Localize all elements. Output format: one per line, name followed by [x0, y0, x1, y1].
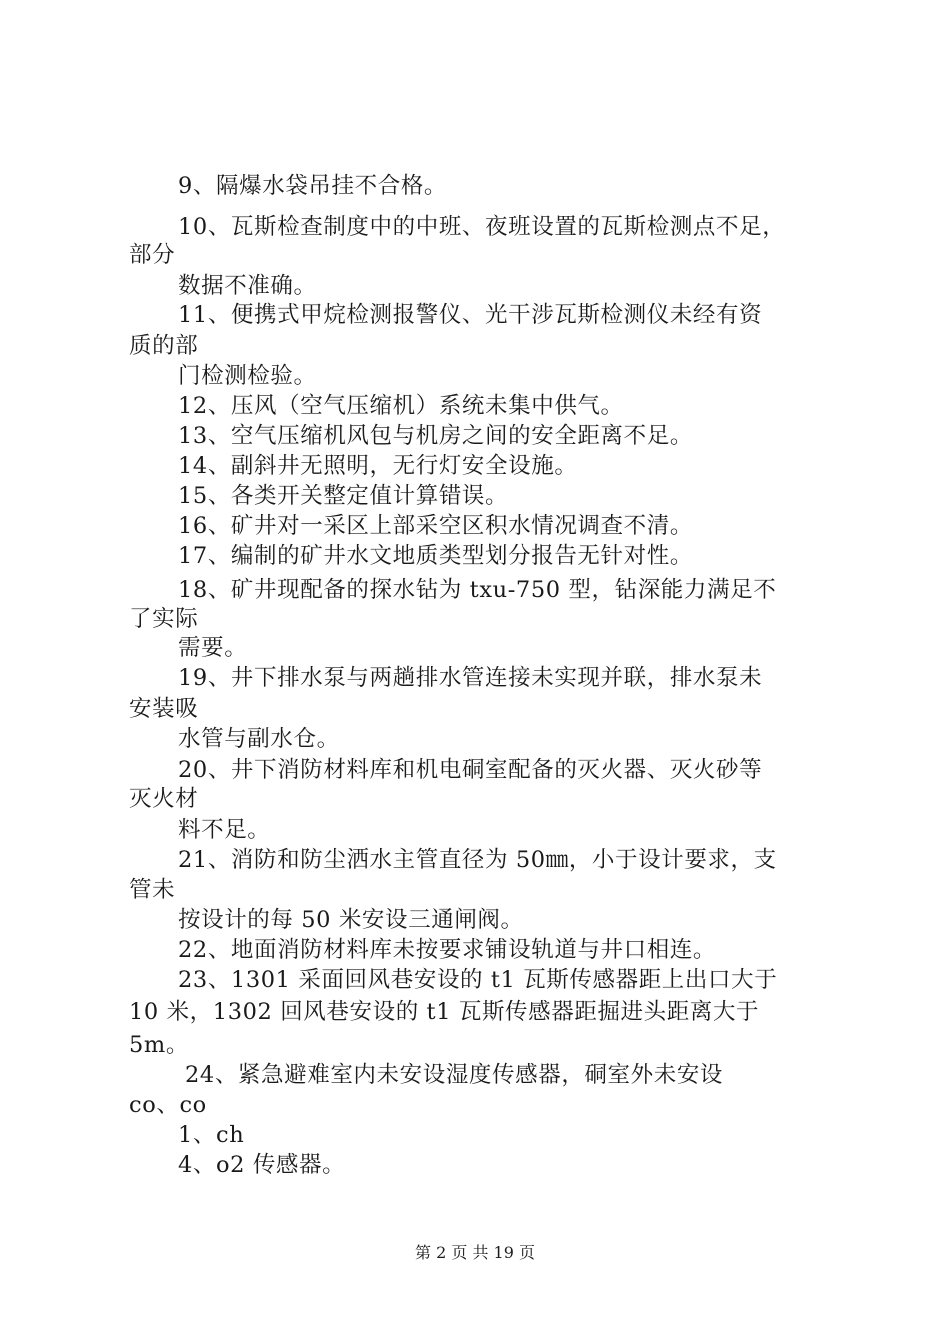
text-line: 需要。 — [178, 635, 248, 661]
text-line: 5m。 — [129, 1032, 189, 1058]
text-line: 24、紧急避难室内未安设湿度传感器，硐室外未安设 — [185, 1062, 724, 1088]
text-line: 1、ch — [178, 1122, 245, 1148]
text-line: 按设计的每 50 米安设三通闸阀。 — [178, 907, 524, 933]
text-line: 22、地面消防材料库未按要求铺设轨道与井口相连。 — [178, 937, 717, 963]
text-line: 11、便携式甲烷检测报警仪、光干涉瓦斯检测仪未经有资 — [178, 302, 763, 328]
text-line: 10 米，1302 回风巷安设的 t1 瓦斯传感器距掘进头距离大于 — [129, 999, 760, 1025]
text-line: 部分 — [129, 242, 176, 268]
text-line: 13、空气压缩机风包与机房之间的安全距离不足。 — [178, 423, 693, 449]
text-line: 安装吸 — [129, 696, 199, 722]
text-line: 管未 — [129, 877, 176, 903]
text-line: 17、编制的矿井水文地质类型划分报告无针对性。 — [178, 543, 693, 569]
text-line: 灭火材 — [129, 786, 199, 812]
text-line: 15、各类开关整定值计算错误。 — [178, 483, 509, 509]
text-line: 门检测检验。 — [178, 363, 317, 389]
text-line: 16、矿井对一采区上部采空区积水情况调查不清。 — [178, 513, 693, 539]
text-line: 12、压风（空气压缩机）系统未集中供气。 — [178, 393, 624, 419]
page-number: 第 2 页 共 19 页 — [415, 1243, 535, 1262]
text-line: 20、井下消防材料库和机电硐室配备的灭火器、灭火砂等 — [178, 757, 763, 783]
text-line: 了实际 — [129, 606, 199, 632]
text-line: 18、矿井现配备的探水钻为 txu-750 型，钻深能力满足不 — [178, 577, 777, 603]
text-line: 4、o2 传感器。 — [178, 1152, 346, 1178]
text-line: co、co — [129, 1092, 207, 1118]
text-line: 9、隔爆水袋吊挂不合格。 — [178, 173, 448, 199]
text-line: 19、井下排水泵与两趟排水管连接未实现并联，排水泵未 — [178, 665, 763, 691]
text-line: 料不足。 — [178, 817, 271, 843]
text-line: 23、1301 采面回风巷安设的 t1 瓦斯传感器距上出口大于 — [178, 967, 778, 993]
text-line: 14、副斜井无照明，无行灯安全设施。 — [178, 453, 578, 479]
text-line: 10、瓦斯检查制度中的中班、夜班设置的瓦斯检测点不足， — [178, 214, 786, 240]
text-line: 质的部 — [129, 333, 199, 359]
text-line: 21、消防和防尘洒水主管直径为 50㎜，小于设计要求，支 — [178, 847, 777, 873]
text-line: 水管与副水仓。 — [178, 726, 340, 752]
text-line: 数据不准确。 — [178, 273, 317, 299]
page-footer — [0, 1240, 950, 1263]
